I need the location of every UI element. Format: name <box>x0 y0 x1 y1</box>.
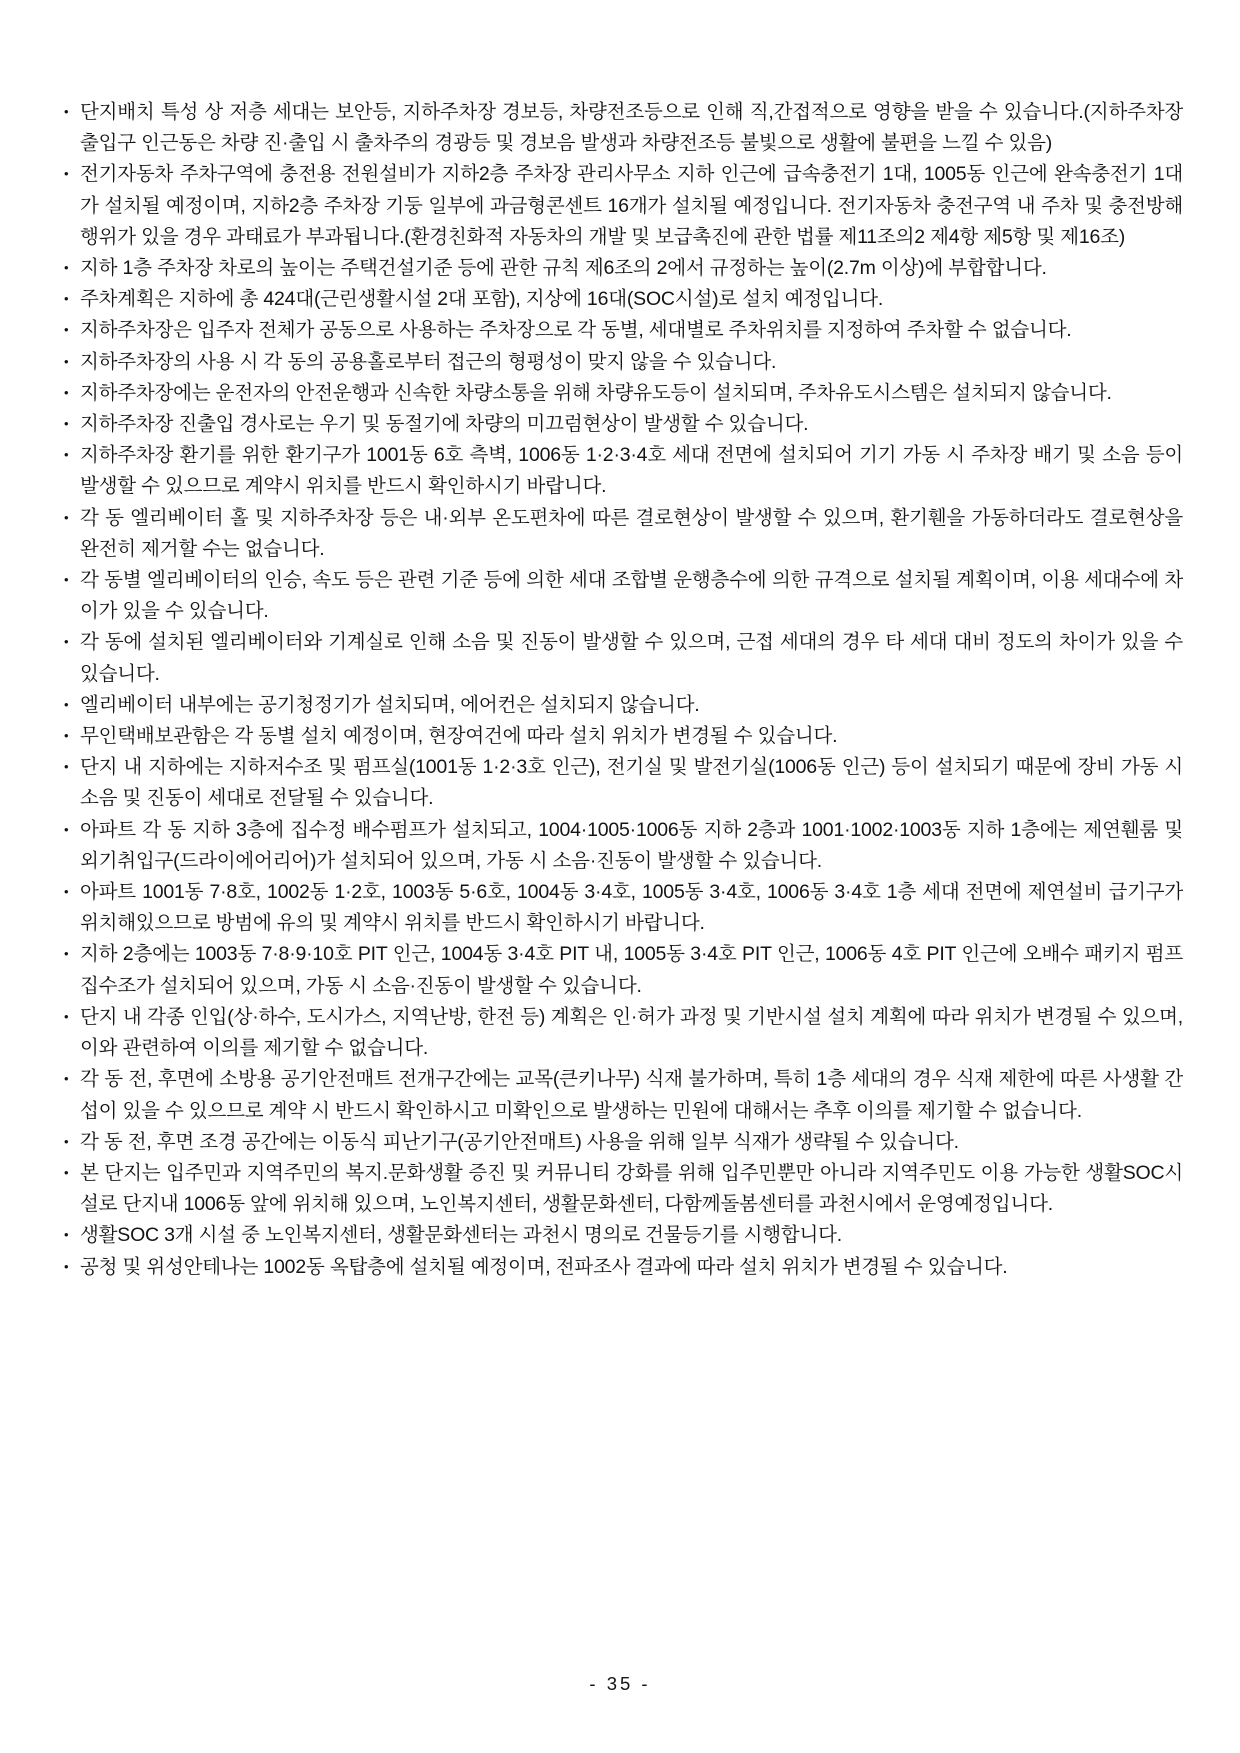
list-item <box>62 284 1183 315</box>
bullet-icon: • <box>64 1258 69 1274</box>
page-number: - 35 - <box>589 1673 651 1694</box>
bullet-icon: • <box>64 821 69 837</box>
list-item <box>62 315 1183 346</box>
list-item-text: 각 동 전, 후면에 소방용 공기안전매트 전개구간에는 교목(큰키나무) 식재 불가하며, 특히 1층 세대의 경우 식재 제한에 따른 사생활 간섭이 있을 수 있으므로 계약 시 반드시 확인하시고 미확인으로 발생하는 민원에 대해서는 추후 이의를 제기할 수 없습니다. <box>80 1068 1183 1122</box>
list-item-text: 각 동에 설치된 엘리베이터와 기계실로 인해 소음 및 진동이 발생할 수 있으며, 근접 세대의 경우 타 세대 대비 정도의 차이가 있을 수 있습니다. <box>80 631 1183 685</box>
list-item-text: 생활SOC 3개 시설 중 노인복지센터, 생활문화센터는 과천시 명의로 건물등기를 시행합니다. <box>80 1224 842 1247</box>
bullet-icon: • <box>64 1008 69 1024</box>
bullet-icon: • <box>64 572 69 588</box>
list-item <box>62 721 1183 752</box>
list-item <box>62 97 1183 159</box>
bullet-icon: • <box>64 946 69 962</box>
bullet-icon: • <box>64 634 69 650</box>
list-item-text: 각 동별 엘리베이터의 인승, 속도 등은 관련 기준 등에 의한 세대 조합별 운행층수에 의한 규격으로 설치될 계획이며, 이용 세대수에 차이가 있을 수 있습니다. <box>80 569 1183 623</box>
list-item <box>62 815 1183 877</box>
list-item <box>62 627 1183 689</box>
list-item-text: 지하주차장의 사용 시 각 동의 공용홀로부터 접근의 형평성이 맞지 않을 수 있습니다. <box>80 350 777 373</box>
list-item <box>62 347 1183 378</box>
list-item-text: 단지배치 특성 상 저층 세대는 보안등, 지하주차장 경보등, 차량전조등으로 인해 직,간접적으로 영향을 받을 수 있습니다.(지하주차장 출입구 인근동은 차량 진·출입 시 출차주의 경광등 및 경보음 발생과 차량전조등 불빛으로 생활에 불편을 느낄 수 있음) <box>80 101 1183 155</box>
bullet-icon: • <box>64 447 69 463</box>
bullet-icon: • <box>64 416 69 432</box>
list-item-text: 단지 내 지하에는 지하저수조 및 펌프실(1001동 1·2·3호 인근), 전기실 및 발전기실(1006동 인근) 등이 설치되기 때문에 장비 가동 시 소음 및 진동이 세대로 전달될 수 있습니다. <box>80 756 1183 810</box>
list-item <box>62 1127 1183 1158</box>
bullet-icon: • <box>64 1133 69 1149</box>
bullet-icon: • <box>64 291 69 307</box>
list-item-text: 단지 내 각종 인입(상·하수, 도시가스, 지역난방, 한전 등) 계획은 인·허가 과정 및 기반시설 설치 계획에 따라 위치가 변경될 수 있으며, 이와 관련하여 이의를 제기할 수 없습니다. <box>80 1005 1183 1060</box>
list-item <box>62 877 1183 939</box>
bullet-icon: • <box>64 728 69 744</box>
list-item <box>62 409 1183 440</box>
bullet-icon: • <box>64 884 69 900</box>
list-item-text: 공청 및 위성안테나는 1002동 옥탑층에 설치될 예정이며, 전파조사 결과에 따라 설치 위치가 변경될 수 있습니다. <box>80 1255 1008 1278</box>
list-item <box>62 690 1183 721</box>
list-item <box>62 440 1183 502</box>
list-item-text: 지하주차장은 입주자 전체가 공동으로 사용하는 주차장으로 각 동별, 세대별로 주차위치를 지정하여 주차할 수 없습니다. <box>80 319 1072 342</box>
bullet-icon: • <box>64 1164 69 1180</box>
list-item <box>62 1220 1183 1251</box>
bullet-icon: • <box>64 322 69 338</box>
bullet-icon: • <box>64 1071 69 1087</box>
list-item-text: 본 단지는 입주민과 지역주민의 복지.문화생활 증진 및 커뮤니티 강화를 위해 입주민뿐만 아니라 지역주민도 이용 가능한 생활SOC시설로 단지내 1006동 앞에 위치해 있으며, 노인복지센터, 생활문화센터, 다함께돌봄센터를 과천시에서 운영예정입니다. <box>80 1161 1183 1216</box>
list-item-text: 지하 2층에는 1003동 7·8·9·10호 PIT 인근, 1004동 3·4호 PIT 내, 1005동 3·4호 PIT 인근, 1006동 4호 PIT 인근에 오배수 패키지 펌프 집수조가 설치되어 있으며, 가동 시 소음·진동이 발생할 수 있습니다. <box>80 943 1183 997</box>
bullet-icon: • <box>64 104 69 119</box>
list-item <box>62 752 1183 814</box>
list-item <box>62 159 1183 253</box>
list-item <box>62 1002 1183 1064</box>
list-item <box>62 939 1183 1001</box>
list-item-text: 아파트 1001동 7·8호, 1002동 1·2호, 1003동 5·6호, 1004동 3·4호, 1005동 3·4호, 1006동 3·4호 1층 세대 전면에 제연설비 급기구가 위치해있으므로 방범에 유의 및 계약시 위치를 반드시 확인하시기 바랍니다. <box>80 881 1183 935</box>
list-item-text: 엘리베이터 내부에는 공기청정기가 설치되며, 에어컨은 설치되지 않습니다. <box>80 693 700 716</box>
list-item-text: 지하 1층 주차장 차로의 높이는 주택건설기준 등에 관한 규칙 제6조의 2에서 규정하는 높이(2.7m 이상)에 부합합니다. <box>80 257 1047 280</box>
bullet-icon: • <box>64 1227 69 1243</box>
list-item <box>62 503 1183 565</box>
list-item-text: 각 동 엘리베이터 홀 및 지하주차장 등은 내·외부 온도편차에 따른 결로현상이 발생할 수 있으며, 환기휀을 가동하더라도 결로현상을 완전히 제거할 수는 없습니다. <box>80 506 1183 560</box>
list-item <box>62 1064 1183 1126</box>
bullet-icon: • <box>64 759 69 775</box>
list-item <box>62 253 1183 284</box>
bullet-icon: • <box>64 384 69 400</box>
list-item <box>62 378 1183 409</box>
bullet-icon: • <box>64 353 69 369</box>
list-item-text: 지하주차장 진출입 경사로는 우기 및 동절기에 차량의 미끄럼현상이 발생할 수 있습니다. <box>80 413 809 436</box>
list-item-text: 아파트 각 동 지하 3층에 집수정 배수펌프가 설치되고, 1004·1005·1006동 지하 2층과 1001·1002·1003동 지하 1층에는 제연휀룸 및 외기취입구(드라이에어리어)가 설치되어 있으며, 가동 시 소음·진동이 발생할 수 있습니다. <box>80 818 1183 872</box>
list-item-text: 각 동 전, 후면 조경 공간에는 이동식 피난기구(공기안전매트) 사용을 위해 일부 식재가 생략될 수 있습니다. <box>80 1130 959 1153</box>
bullet-icon: • <box>64 260 69 276</box>
list-item-text: 주차계획은 지하에 총 424대(근린생활시설 2대 포함), 지상에 16대(SOC시설)로 설치 예정입니다. <box>80 288 884 311</box>
list-item-text: 전기자동차 주차구역에 충전용 전원설비가 지하2층 주차장 관리사무소 지하 인근에 급속충전기 1대, 1005동 인근에 완속충전기 1대가 설치될 예정이며, 지하2층 주차장 기둥 일부에 과금형콘센트 16개가 설치될 예정입니다. 전기자동차 충전구역 내 주차 및 충전방해 행위가 있을 경우 과태료가 부과됩니다.(환경친화적 자동차의 개발 및 보급촉진에 관한 법률 제11조의2 제4항 제5항 및 제16조) <box>80 163 1183 248</box>
list-item <box>62 565 1183 627</box>
list-item <box>62 1252 1183 1283</box>
list-item <box>62 1158 1183 1220</box>
bullet-icon: • <box>64 696 69 712</box>
bullet-icon: • <box>64 166 69 182</box>
list-item-text: 지하주차장에는 운전자의 안전운행과 신속한 차량소통을 위해 차량유도등이 설치되며, 주차유도시스템은 설치되지 않습니다. <box>80 381 1112 404</box>
list-item-text: 지하주차장 환기를 위한 환기구가 1001동 6호 측벽, 1006동 1·2·3·4호 세대 전면에 설치되어 기기 가동 시 주차장 배기 및 소음 등이 발생할 수 있으므로 계약시 위치를 반드시 확인하시기 바랍니다. <box>80 444 1183 498</box>
list-item-text: 무인택배보관함은 각 동별 설치 예정이며, 현장여건에 따라 설치 위치가 변경될 수 있습니다. <box>80 725 838 748</box>
bullet-icon: • <box>64 509 69 525</box>
